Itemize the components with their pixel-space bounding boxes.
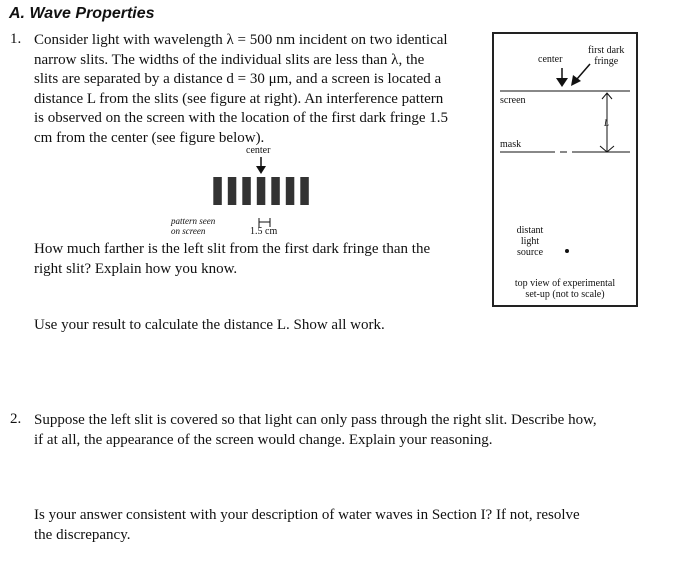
light-source-line: light	[520, 236, 540, 247]
l-label: L	[604, 118, 610, 128]
setup-caption	[496, 278, 634, 300]
scale-label: 1.5 cm	[250, 226, 278, 237]
setup-caption-line: top view of experimental	[514, 278, 616, 289]
question-2-followup	[34, 506, 580, 545]
question-2-number: 2.	[10, 411, 22, 427]
section-title: A. Wave Properties	[9, 5, 155, 22]
screen-label: screen	[500, 95, 526, 106]
question-1-line: slits are separated by a distance d = 30 μm, and a screen is located a	[34, 71, 442, 87]
question-1-line: cm from the center (see figure below).	[34, 129, 265, 146]
question-2-line: Suppose the left slit is covered so that light can only pass through the right slit. Describe how,	[34, 412, 597, 428]
setup-center-label: center	[538, 54, 563, 65]
light-source-line: distant	[516, 225, 544, 236]
question-1-prompt-line: right slit? Explain how you know.	[34, 260, 238, 277]
question-2-followup-line: the discrepancy.	[34, 526, 131, 543]
question-1-number: 1.	[10, 31, 22, 47]
light-source-label	[512, 225, 548, 258]
question-1-line: narrow slits. The widths of the individual slits are less than λ, the	[34, 51, 425, 68]
pattern-seen-line: pattern seen	[171, 216, 216, 226]
question-2-text	[34, 411, 597, 450]
pattern-seen-line: on screen	[171, 225, 206, 236]
question-1-prompt-line: How much farther is the left slit from the first dark fringe than the	[34, 241, 431, 257]
question-1-line: Consider light with wavelength λ = 500 nm incident on two identical	[34, 32, 448, 48]
setup-caption-line: set-up (not to scale)	[525, 289, 605, 300]
question-1-line: is observed on the screen with the location of the first dark fringe 1.5	[34, 110, 449, 126]
light-source-dot	[565, 249, 569, 253]
question-2-line: if at all, the appearance of the screen would change. Explain your reasoning.	[34, 431, 493, 448]
pattern-center-label: center	[246, 145, 271, 156]
setup-center-arrow-head	[556, 78, 568, 87]
first-dark-fringe-label	[588, 45, 624, 67]
question-1-line: distance L from the slits (see figure at right). An interference pattern	[34, 90, 444, 107]
first-dark-line: first dark	[588, 45, 625, 56]
light-source-line: source	[516, 247, 544, 258]
question-2-followup-line: Is your answer consistent with your description of water waves in Section I? If not, resolve	[34, 507, 580, 523]
question-1-followup: Use your result to calculate the distance L. Show all work.	[34, 317, 385, 333]
mask-label: mask	[500, 139, 522, 150]
first-dark-line: fringe	[594, 56, 619, 67]
